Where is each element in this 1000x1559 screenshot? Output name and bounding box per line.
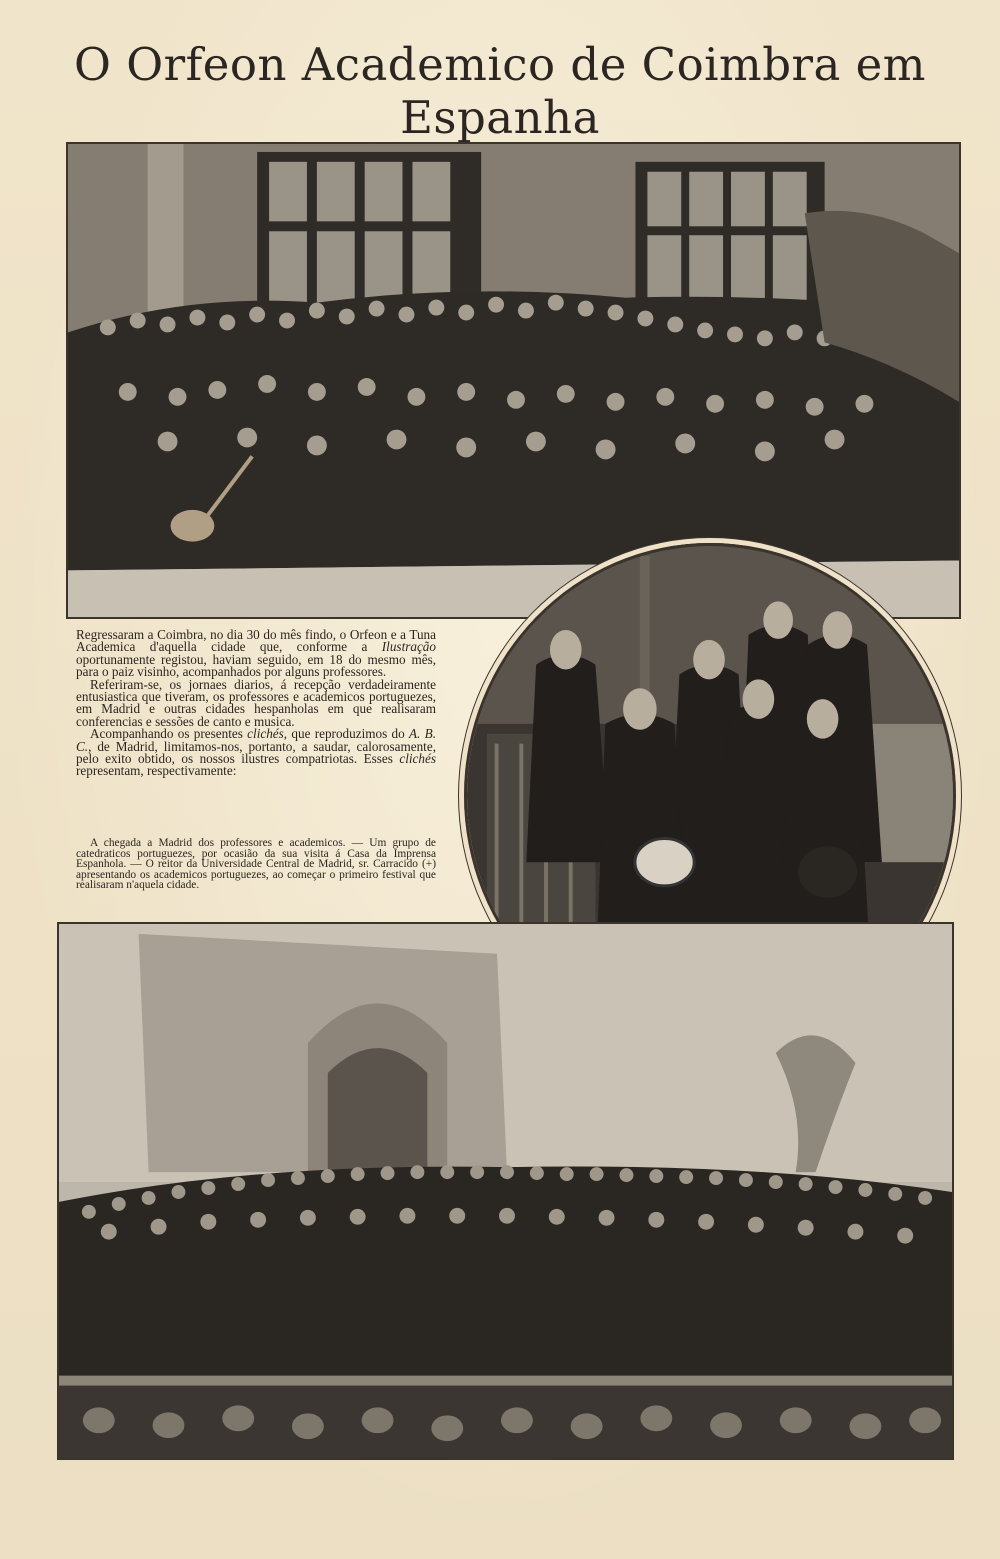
text-run-italic: Ilustração [381, 639, 436, 655]
text-run: oportunamente registou, haviam seguido, em 18 do mesmo mês, para o paiz visinho, acompanhados por alguns professores. [76, 651, 436, 680]
text-run: representam, respectivamente: [76, 763, 237, 779]
caption-text: A chegada a Madrid dos professores e academicos. — Um grupo de catedraticos portuguezes, por ocasião da sua visita á Casa da Imprensa Espanhola. — O reitor da Universidade Central de Madrid, sr. Carracido (+) apresentando os academicos portuguezes, ao começar o primeiro festival que realisaram n'aquela cidade. [76, 837, 436, 892]
text-run-italic: A. B. C. [76, 726, 436, 754]
text-run: Acompanhando os presentes [90, 726, 248, 742]
article-paragraph: Referiram-se, os jornaes diarios, á recepção verdadeiramente entusiastica que tiveram, os professores e academicos portuguezes, em Madrid e outras cidades hespanholas em que realisaram conferencias e sessões de canto e musica. [76, 676, 436, 729]
article-paragraph [76, 728, 436, 778]
text-run: , de Madrid, limitamos-nos, portanto, a saudar, calorosamente, pelo exito obtido, os nossos ilustres compatriotas. Esses [76, 738, 436, 767]
article-text [76, 629, 436, 778]
text-run: Regressaram a Coimbra, no dia 30 do mês findo, o Orfeon e a Tuna Academica d'aquella cidade que, conforme a [76, 627, 436, 655]
text-run-italic: clichés [399, 751, 436, 767]
text-run: , que reproduzimos do [283, 726, 409, 742]
group-arrival-photo [66, 142, 961, 619]
choir-stage-photo [57, 922, 954, 1460]
photo-caption [76, 838, 436, 891]
text-run-italic: clichés [247, 726, 284, 742]
page-title: O Orfeon Academico de Coimbra em Espanha [74, 38, 926, 144]
article-paragraph [76, 629, 436, 679]
